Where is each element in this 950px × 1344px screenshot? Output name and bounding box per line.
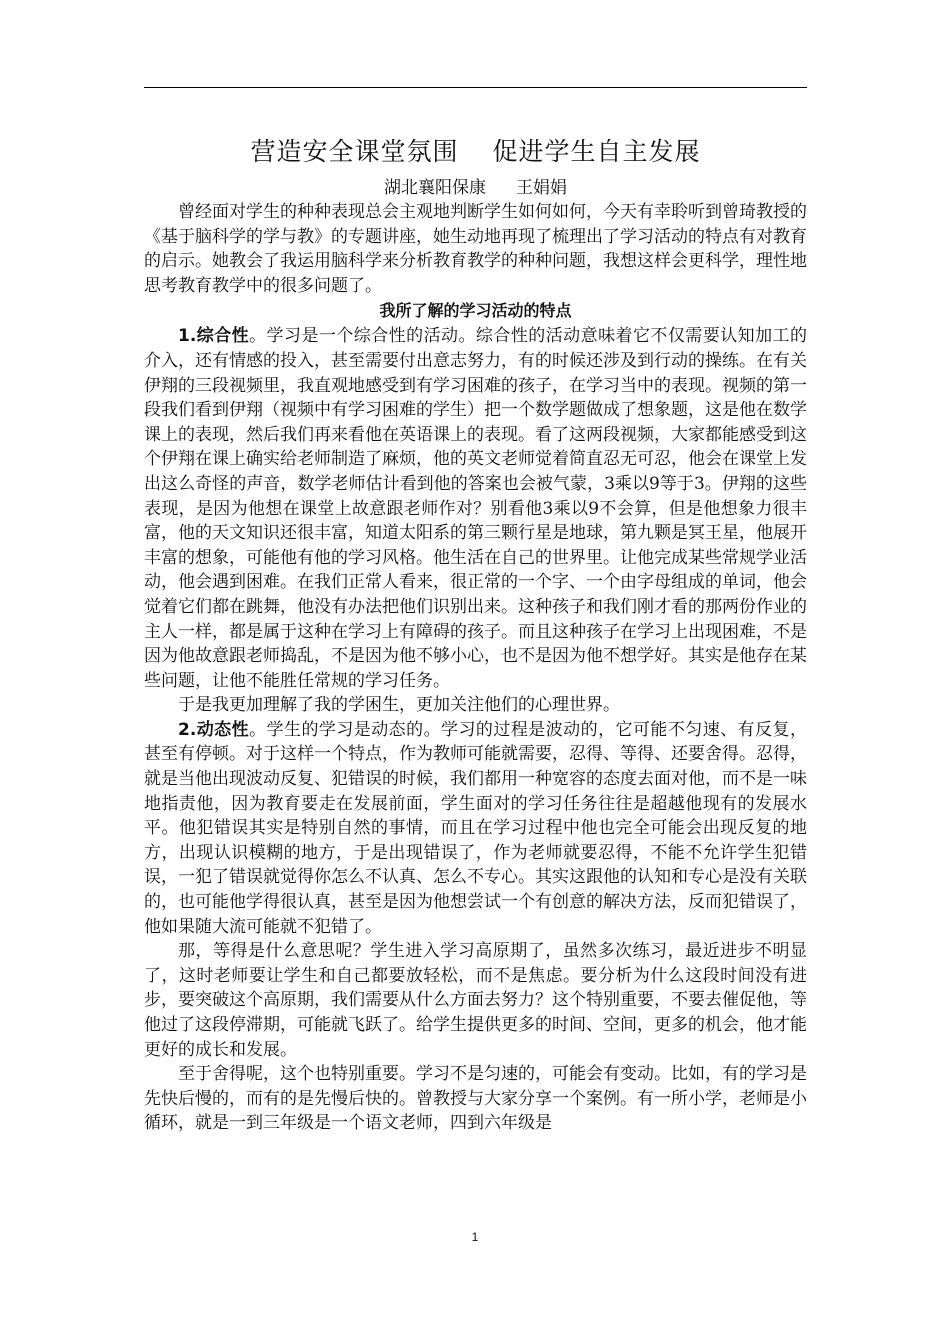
- title-part-2: 促进学生自主发展: [492, 137, 701, 166]
- author-line: [144, 176, 807, 200]
- header-rule: [144, 87, 807, 88]
- wait-paragraph: 那，等得是什么意思呢？学生进入学习高原期了，虽然多次练习，最近进步不明显了，这时老师要让学生和自己都要放轻松，而不是焦虑。要分析为什么这段时间没有进步，要突破这个高原期，我们需要从什么方面去努力？这个特别重要，不要去催促他，等他过了这段停滞期，可能就飞跃了。给学生提供更多的时间、空间，更多的机会，他才能更好的成长和发展。: [144, 941, 807, 1060]
- item1-text: 。学习是一个综合性的活动。综合性的活动意味着它不仅需要认知加工的介入，还有情感的投入，甚至需要付出意志努力，有的时候还涉及到行动的操练。在有关伊翔的三段视频里，我直观地感受到有学习困难的孩子，在学习当中的表现。视频的第一段我们看到伊翔（视频中有学习困难的学生）把一个数学题做成了想象题，这是他在数学课上的表现，然后我们再来看他在英语课上的表现。看了这两段视频，大家都能感受到这个伊翔在课上确实给老师制造了麻烦，他的英文老师觉着简直忍无可忍，他会在课堂上发出这么奇怪的声音，数学老师估计看到他的答案也会被气蒙，3乘以9等于3。伊翔的这些表现，是因为他想在课堂上故意跟老师作对？别看他3乘以9不会算，但是他想象力很丰富，他的天文知识还很丰富，知道太阳系的第三颗行星是地球，第九颗是冥王星，他展开丰富的想象，可能他有他的学习风格。他生活在自己的世界里。让他完成某些常规学业活动，他会遇到困难。在我们正常人看来，很正常的一个字、一个由字母组成的单词，他会觉着它们都在跳舞，他没有办法把他们识别出来。这种孩子和我们刚才看的那两份作业的主人一样，都是属于这种在学习上有障碍的孩子。而且这种孩子在学习上出现困难，不是因为他故意跟老师捣乱，不是因为他不够小心，也不是因为他不想学好。其实是他存在某些问题，让他不能胜任常规的学习任务。: [144, 326, 808, 691]
- author-place: 湖北襄阳保康: [384, 178, 486, 198]
- author-name: 王娟娟: [516, 178, 567, 198]
- title-part-1: 营造安全课堂氛围: [250, 137, 459, 166]
- page-number: 1: [471, 1230, 479, 1244]
- item2-paragraph: [144, 718, 807, 939]
- item1-lead: 1.综合性: [178, 326, 250, 347]
- item1-paragraph: [144, 324, 807, 693]
- document-body: [144, 200, 807, 1136]
- item2-lead: 2.动态性: [178, 719, 250, 740]
- document-title: [144, 132, 807, 172]
- item2-text: 。学生的学习是动态的。学习的过程是波动的，它可能不匀速、有反复，甚至有停顿。对于这样一个特点，作为教师可能就需要，忍得、等得、还要舍得。忍得，就是当他出现波动反复、犯错误的时候，我们都用一种宽容的态度去面对他，而不是一味地指责他，因为教育要走在发展前面，学生面对的学习任务往往是超越他现有的发展水平。他犯错误其实是特别自然的事情，而且在学习过程中他也完全可能会出现反复的地方，出现认识模糊的地方，于是出现错误了，作为老师就要忍得，不能不允许学生犯错误，一犯了错误就觉得你怎么不认真、怎么不专心。其实这跟他的认知和专心是没有关联的，也可能他学得很认真，甚至是因为他想尝试一个有创意的解决方法，反而犯错误了，他如果随大流可能就不犯错了。: [144, 719, 808, 937]
- give-up-paragraph: 至于舍得呢，这个也特别重要。学习不是匀速的，可能会有变动。比如，有的学习是先快后慢的，而有的是先慢后快的。曾教授与大家分享一个案例。有一所小学，老师是小循环，就是一到三年级是一个语文老师，四到六年级是: [144, 1064, 807, 1134]
- item1-followup-paragraph: 于是我更加理解了我的学困生，更加关注他们的心理世界。: [178, 695, 620, 716]
- intro-paragraph: 曾经面对学生的种种表现总会主观地判断学生如何如何，今天有幸聆听到曾琦教授的《基于脑科学的学与教》的专题讲座，她生动地再现了梳理出了学习活动的特点有对教育的启示。她教会了我运用脑科学来分析教育教学的种种问题，我想这样会更科学，理性地思考教育教学中的很多问题了。: [144, 202, 807, 296]
- section-heading: 我所了解的学习活动的特点: [379, 301, 572, 321]
